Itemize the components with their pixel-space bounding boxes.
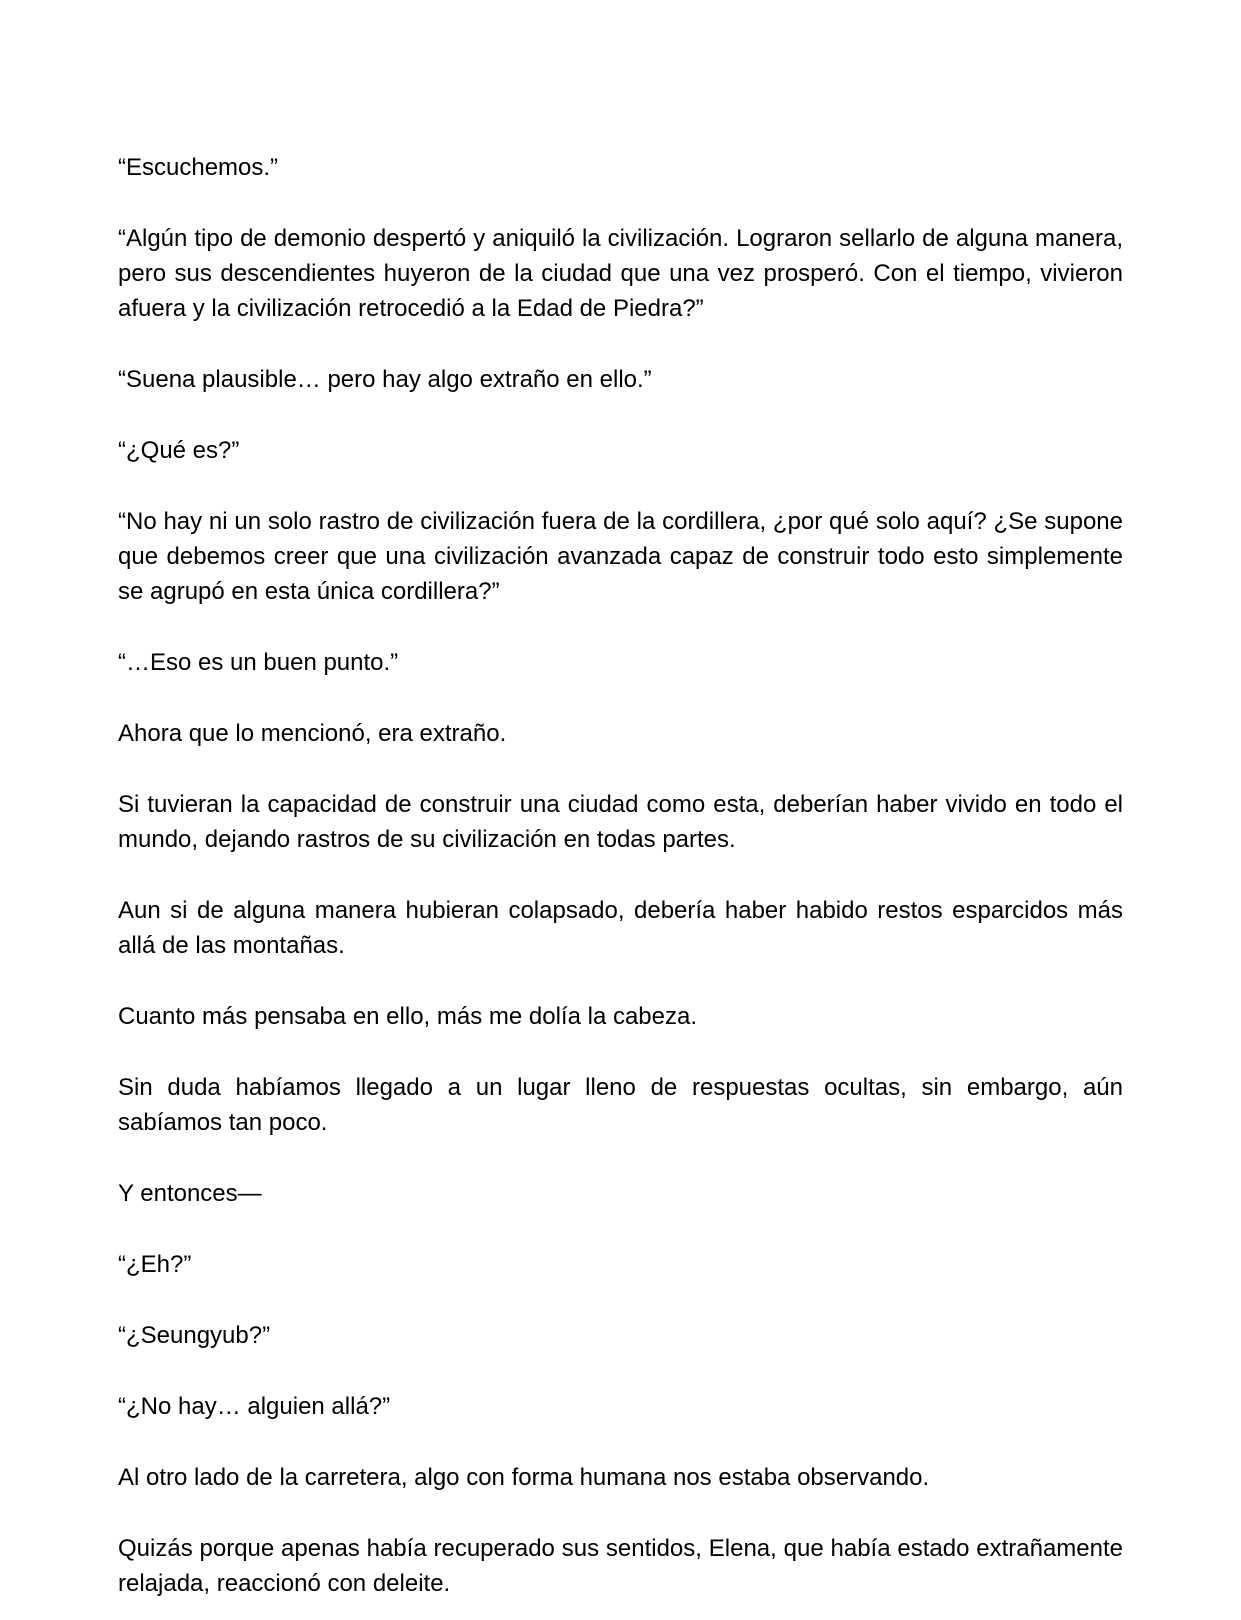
paragraph-11: Sin duda habíamos llegado a un lugar lleno de respuestas ocultas, sin embargo, aún sabíamos tan poco. [118,1074,1123,1136]
paragraph-10: Cuanto más pensaba en ello, más me dolía la cabeza. [118,1003,698,1030]
paragraph-15: “¿No hay… alguien allá?” [118,1393,391,1420]
paragraph-14: “¿Seungyub?” [118,1322,271,1349]
paragraph-5: “No hay ni un solo rastro de civilización fuera de la cordillera, ¿por qué solo aquí? ¿Se supone que debemos creer que una civilización avanzada capaz de construir todo esto simplemente se agrupó en esta única cordillera?” [118,508,1123,605]
paragraph-13: “¿Eh?” [118,1251,192,1278]
paragraph-6: “…Eso es un buen punto.” [118,649,399,676]
paragraph-1: “Escuchemos.” [118,154,279,181]
paragraph-8: Si tuvieran la capacidad de construir una ciudad como esta, deberían haber vivido en todo el mundo, dejando rastros de su civilización en todas partes. [118,791,1123,853]
paragraph-12: Y entonces— [118,1180,262,1207]
paragraph-9: Aun si de alguna manera hubieran colapsado, debería haber habido restos esparcidos más allá de las montañas. [118,897,1123,959]
paragraph-17: Quizás porque apenas había recuperado sus sentidos, Elena, que había estado extrañamente relajada, reaccionó con deleite. [118,1535,1123,1597]
paragraph-2: “Algún tipo de demonio despertó y aniquiló la civilización. Lograron sellarlo de alguna manera, pero sus descendientes huyeron de la ciudad que una vez prosperó. Con el tiempo, vivieron afuera y la civilización retrocedió a la Edad de Piedra?” [118,225,1123,322]
paragraph-4: “¿Qué es?” [118,437,240,464]
document-page [118,150,1123,1601]
paragraph-7: Ahora que lo mencionó, era extraño. [118,720,507,747]
paragraph-16: Al otro lado de la carretera, algo con forma humana nos estaba observando. [118,1464,930,1491]
paragraph-3: “Suena plausible… pero hay algo extraño en ello.” [118,366,652,393]
